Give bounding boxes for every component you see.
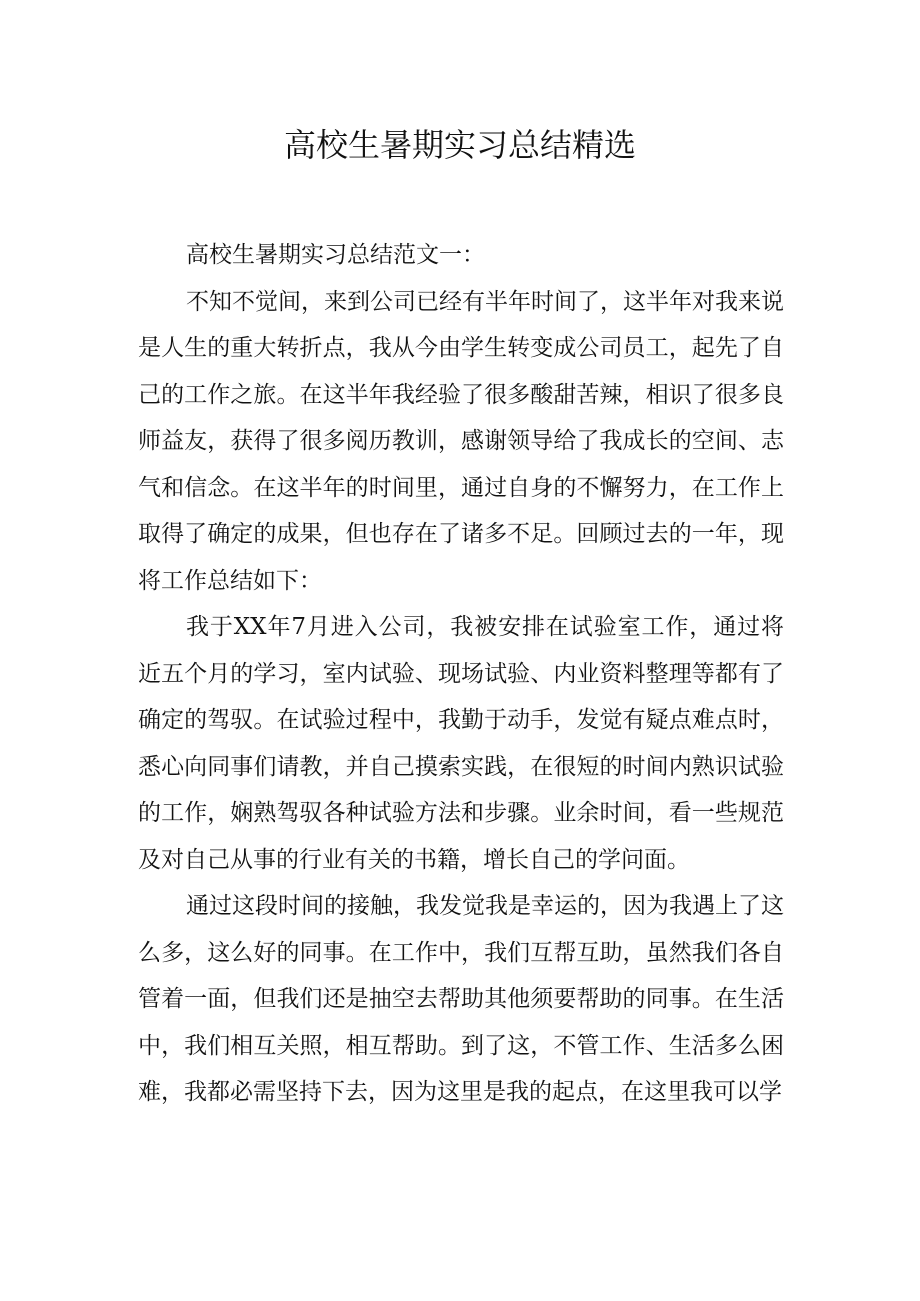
paragraph: 不知不觉间，来到公司已经有半年时间了，这半年对我来说是人生的重大转折点，我从今由学生转变成公司员工，起先了自己的工作之旅。在这半年我经验了很多酸甜苦辣，相识了很多良师益友，获得了很多阅历教训，感谢领导给了我成长的空间、志气和信念。在这半年的时间里，通过自身的不懈努力，在工作上取得了确定的成果，但也存在了诸多不足。回顾过去的一年，现将工作总结如下： [138,288,784,594]
section-heading: 高校生暑期实习总结范文一： [186,242,485,268]
document-body [138,232,784,1116]
paragraph: 通过这段时间的接触，我发觉我是幸运的，因为我遇上了这么多，这么好的同事。在工作中，我们互帮互助，虽然我们各自管着一面，但我们还是抽空去帮助其他须要帮助的同事。在生活中，我们相互关照，相互帮助。到了这，不管工作、生活多么困难，我都必需坚持下去，因为这里是我的起点，在这里我可以学 [138,893,784,1105]
document-title: 高校生暑期实习总结精选 [283,126,636,164]
paragraph: 我于XX年7月进入公司，我被安排在试验室工作，通过将近五个月的学习，室内试验、现场试验、内业资料整理等都有了确定的驾驭。在试验过程中，我勤于动手，发觉有疑点难点时，悉心向同事们请教，并自己摸索实践，在很短的时间内熟识试验的工作，娴熟驾驭各种试验方法和步骤。业余时间，看一些规范及对自己从事的行业有关的书籍，增长自己的学问面。 [138,614,784,873]
